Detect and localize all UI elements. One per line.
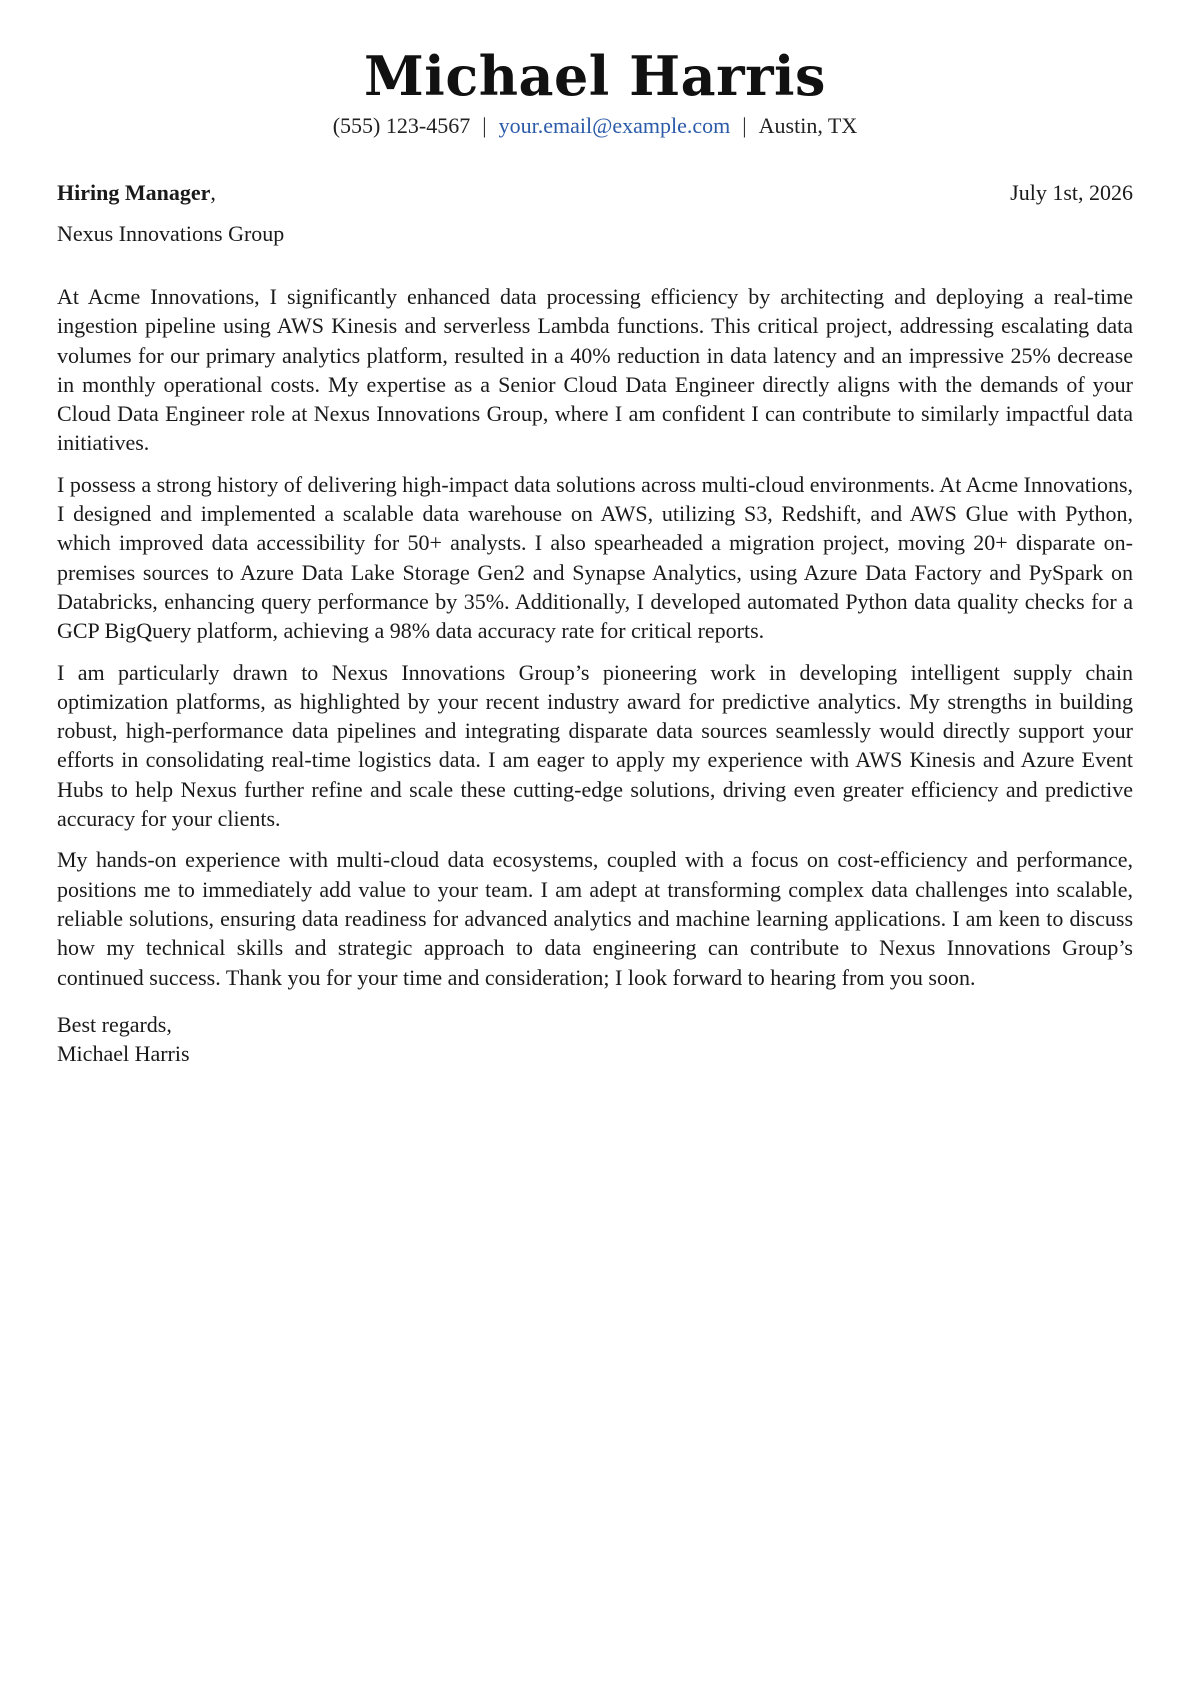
location: Austin, TX — [758, 113, 858, 138]
body-paragraph: At Acme Innovations, I significantly enhanced data processing efficiency by architecting and deploying a real-time ingestion pipeline using AWS Kinesis and serverless Lambda functions. This critical project, addressing escalating data volumes for our primary analytics platform, resulted in a 40% reduction in data latency and an impressive 25% decrease in monthly operational costs. My expertise as a Senior Cloud Data Engineer directly aligns with the demands of your Cloud Data Engineer role at Nexus Innovations Group, where I am confident I can contribute to similarly impactful data initiatives. — [57, 284, 1133, 456]
letter-body — [57, 282, 1133, 992]
recipient-name-suffix: , — [210, 180, 216, 205]
recipient-row — [57, 178, 1133, 208]
separator: | — [482, 113, 487, 138]
recipient-name: Hiring Manager — [57, 180, 211, 205]
cover-letter-page — [57, 0, 1133, 1068]
letter-date: July 1st, 2026 — [1010, 180, 1133, 205]
letter-header — [57, 0, 1133, 140]
contact-line — [57, 112, 1133, 140]
recipient-greeting — [57, 178, 216, 208]
separator: | — [742, 113, 747, 138]
phone-number: (555) 123-4567 — [332, 113, 471, 138]
body-paragraph: My hands-on experience with multi-cloud data ecosystems, coupled with a focus on cost-efficiency and performance, positions me to immediately add value to your team. I am adept at transforming complex data challenges into scalable, reliable solutions, ensuring data readiness for advanced analytics and machine learning applications. I am keen to discuss how my technical skills and strategic approach to data engineering can contribute to Nexus Innovations Group’s continued success. Thank you for your time and consideration; I look forward to hearing from you soon. — [57, 847, 1133, 990]
recipient-company: Nexus Innovations Group — [57, 221, 285, 246]
sender-name: Michael Harris — [364, 44, 826, 108]
email-link[interactable]: your.email@example.com — [498, 113, 731, 138]
letter-closing — [57, 1010, 1133, 1069]
body-paragraph: I am particularly drawn to Nexus Innovations Group’s pioneering work in developing intelligent supply chain optimization platforms, as highlighted by your recent industry award for predictive analytics. My strengths in building robust, high-performance data pipelines and integrating disparate data sources seamlessly would directly support your efforts in consolidating real-time logistics data. I am eager to apply my experience with AWS Kinesis and Azure Event Hubs to help Nexus further refine and scale these cutting-edge solutions, driving even greater efficiency and predictive accuracy for your clients. — [57, 659, 1133, 832]
body-paragraph: I possess a strong history of delivering high-impact data solutions across multi-cloud environments. At Acme Innovations, I designed and implemented a scalable data warehouse on AWS, utilizing S3, Redshift, and AWS Glue with Python, which improved data accessibility for 50+ analysts. I also spearheaded a migration project, moving 20+ disparate on-premises sources to Azure Data Lake Storage Gen2 and Synapse Analytics, using Azure Data Factory and PySpark on Databricks, enhancing query performance by 35%. Additionally, I developed automated Python data quality checks for a GCP BigQuery platform, achieving a 98% data accuracy rate for critical reports. — [57, 471, 1134, 644]
closing-salutation: Best regards, — [57, 1011, 172, 1037]
closing-signature: Michael Harris — [57, 1041, 190, 1067]
